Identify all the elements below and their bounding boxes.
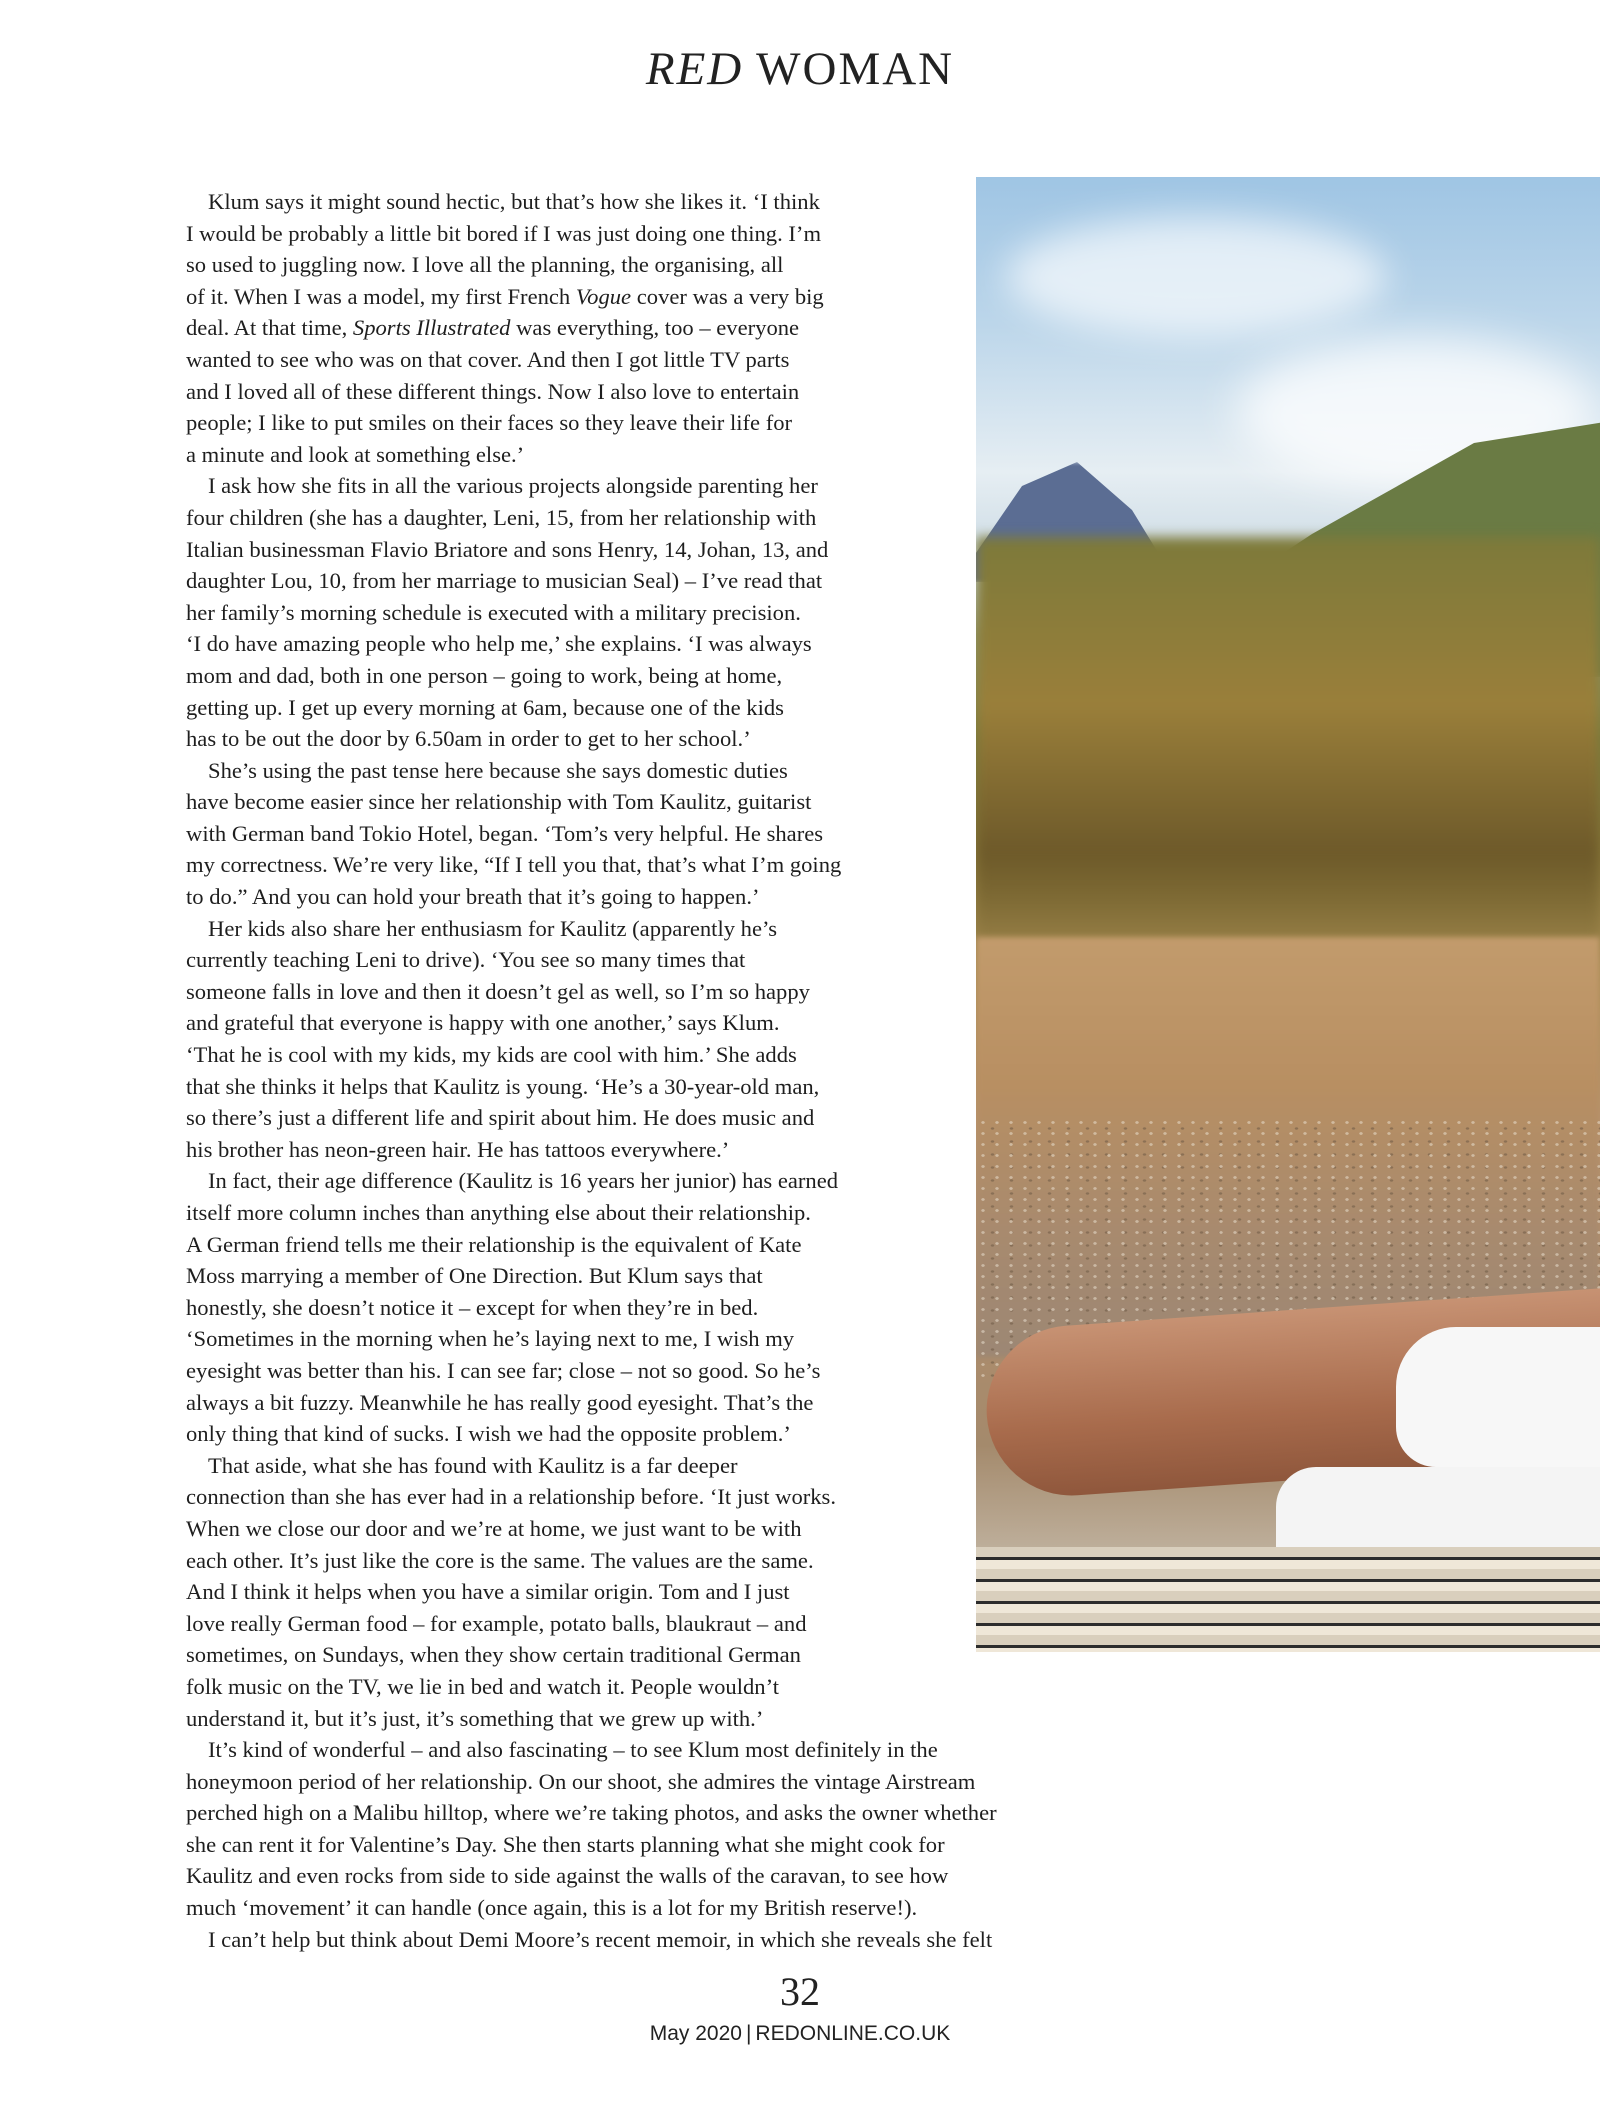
text-run: four children (she has a daughter, Leni, 15, from her relationship with <box>186 504 817 530</box>
article-line <box>186 723 1090 755</box>
article-line <box>186 470 1090 502</box>
text-run: deal. At that time, <box>186 315 353 341</box>
article-paragraph <box>186 755 1090 913</box>
article-line <box>186 1766 1090 1798</box>
website-link[interactable]: REDONLINE.CO.UK <box>755 2022 951 2045</box>
text-run: daughter Lou, 10, from her marriage to musician Seal) – I’ve read that <box>186 568 823 594</box>
text-run: has to be out the door by 6.50am in order to get to her school.’ <box>186 726 751 752</box>
dress-shape <box>1396 1327 1600 1467</box>
article-line <box>186 1924 1090 1956</box>
text-run: currently teaching Leni to drive). ‘You see so many times that <box>186 947 746 973</box>
article-paragraph <box>186 186 1090 470</box>
article-line <box>186 439 1090 471</box>
article-line <box>186 786 1090 818</box>
article-line <box>186 565 1090 597</box>
article-line <box>186 1734 1090 1766</box>
page-number: 32 <box>780 1969 820 2014</box>
text-run: much ‘movement’ it can handle (once again, this is a lot for my British reserve!). <box>186 1895 918 1921</box>
text-run: always a bit fuzzy. Meanwhile he has really good eyesight. That’s the <box>186 1389 814 1415</box>
article-line <box>186 534 1090 566</box>
article-line <box>186 186 1090 218</box>
text-run: wanted to see who was on that cover. And then I got little TV parts <box>186 346 790 372</box>
article-line <box>186 1892 1090 1924</box>
text-run: cover was a very big <box>631 283 824 309</box>
article-paragraph <box>186 1165 1090 1449</box>
text-run: Moss marrying a member of One Direction. But Klum says that <box>186 1263 763 1289</box>
article-line <box>186 1134 1090 1166</box>
article-line <box>186 1860 1090 1892</box>
article-line <box>186 1703 1090 1735</box>
text-run: a minute and look at something else.’ <box>186 441 525 467</box>
article-line <box>186 1797 1090 1829</box>
article-paragraph <box>186 1734 1090 1924</box>
article-line <box>186 1229 1090 1261</box>
page-footer <box>0 2022 1600 2046</box>
text-run: A German friend tells me their relationship is the equivalent of Kate <box>186 1231 802 1257</box>
article-line <box>186 597 1090 629</box>
text-run: eyesight was better than his. I can see far; close – not so good. So he’s <box>186 1357 821 1383</box>
text-run: getting up. I get up every morning at 6am, because one of the kids <box>186 694 784 720</box>
text-run: his brother has neon-green hair. He has tattoos everywhere.’ <box>186 1136 730 1162</box>
italic-title: Vogue <box>575 283 632 309</box>
article-line <box>186 1608 1090 1640</box>
article-line <box>186 1323 1090 1355</box>
article-line <box>186 312 1090 344</box>
text-run: with German band Tokio Hotel, began. ‘Tom’s very helpful. He shares <box>186 820 824 846</box>
text-run: to do.” And you can hold your breath that it’s going to happen.’ <box>186 884 760 910</box>
text-run: each other. It’s just like the core is the same. The values are the same. <box>186 1547 814 1573</box>
article-line <box>186 1007 1090 1039</box>
article-line <box>186 913 1090 945</box>
article-line <box>186 818 1090 850</box>
text-run: only thing that kind of sucks. I wish we had the opposite problem.’ <box>186 1421 791 1447</box>
text-run: mom and dad, both in one person – going to work, being at home, <box>186 662 783 688</box>
article-line <box>186 344 1090 376</box>
italic-title: Sports Illustrated <box>352 315 511 341</box>
text-run: When we close our door and we’re at home, we just want to be with <box>186 1515 802 1541</box>
article-line <box>186 1481 1090 1513</box>
text-run: That aside, what she has found with Kaulitz is a far deeper <box>208 1452 738 1478</box>
article-body <box>186 186 1090 1955</box>
text-run: she can rent it for Valentine’s Day. She then starts planning what she might cook for <box>186 1831 945 1857</box>
article-line <box>186 628 1090 660</box>
article-line <box>186 249 1090 281</box>
magazine-section-header <box>0 42 1600 96</box>
text-run: sometimes, on Sundays, when they show certain traditional German <box>186 1642 801 1668</box>
article-paragraph <box>186 1450 1090 1734</box>
text-run: and I loved all of these different things. Now I also love to entertain <box>186 378 800 404</box>
article-line <box>186 1671 1090 1703</box>
article-line <box>186 1102 1090 1134</box>
article-line <box>186 1355 1090 1387</box>
article-line <box>186 502 1090 534</box>
text-run: itself more column inches than anything else about their relationship. <box>186 1200 811 1225</box>
text-run: folk music on the TV, we lie in bed and watch it. People wouldn’t <box>186 1673 779 1699</box>
text-run: ‘Sometimes in the morning when he’s laying next to me, I wish my <box>186 1326 795 1352</box>
text-run: someone falls in love and then it doesn’t gel as well, so I’m so happy <box>186 978 810 1004</box>
text-run: I ask how she fits in all the various projects alongside parenting her <box>208 473 818 499</box>
article-line <box>186 692 1090 724</box>
article-line <box>186 1418 1090 1450</box>
text-run: Italian businessman Flavio Briatore and sons Henry, 14, Johan, 13, and <box>186 536 829 562</box>
header-woman: WOMAN <box>756 43 955 95</box>
text-run: I would be probably a little bit bored if I was just doing one thing. I’m <box>186 220 822 246</box>
text-run: And I think it helps when you have a similar origin. Tom and I just <box>186 1579 790 1605</box>
article-line <box>186 881 1090 913</box>
text-run: She’s using the past tense here because she says domestic duties <box>208 757 788 783</box>
text-run: perched high on a Malibu hilltop, where we’re taking photos, and asks the owner whether <box>186 1800 997 1826</box>
article-line <box>186 1260 1090 1292</box>
article-line <box>186 1197 1090 1229</box>
text-run: of it. When I was a model, my first French <box>186 283 576 309</box>
text-run: people; I like to put smiles on their faces so they leave their life for <box>186 410 793 436</box>
text-run: so there’s just a different life and spirit about him. He does music and <box>186 1105 815 1131</box>
article-line <box>186 1071 1090 1103</box>
article-line <box>186 407 1090 439</box>
text-run: connection than she has ever had in a relationship before. ‘It just works. <box>186 1484 837 1510</box>
text-run: so used to juggling now. I love all the planning, the organising, all <box>186 252 784 278</box>
article-line <box>186 660 1090 692</box>
text-run: honeymoon period of her relationship. On our shoot, she admires the vintage Airstream <box>186 1768 976 1794</box>
article-line <box>186 1829 1090 1861</box>
text-run: I can’t help but think about Demi Moore’s recent memoir, in which she reveals she felt <box>208 1926 993 1952</box>
article-line <box>186 1639 1090 1671</box>
header-red: RED <box>645 43 744 95</box>
text-run: understand it, but it’s just, it’s something that we grew up with.’ <box>186 1705 764 1731</box>
article-paragraph <box>186 470 1090 754</box>
article-line <box>186 1545 1090 1577</box>
article-line <box>186 1039 1090 1071</box>
footer-separator: | <box>745 2022 752 2045</box>
article-line <box>186 976 1090 1008</box>
article-line <box>186 1292 1090 1324</box>
article-line <box>186 755 1090 787</box>
text-run: and grateful that everyone is happy with one another,’ says Klum. <box>186 1010 780 1036</box>
text-run: Kaulitz and even rocks from side to side against the walls of the caravan, to see how <box>186 1863 949 1889</box>
text-run: It’s kind of wonderful – and also fascinating – to see Klum most definitely in the <box>208 1737 938 1763</box>
article-line <box>186 1165 1090 1197</box>
article-line <box>186 218 1090 250</box>
issue-date: May 2020 <box>649 2022 742 2045</box>
text-run: honestly, she doesn’t notice it – except for when they’re in bed. <box>186 1294 759 1320</box>
article-line <box>186 1576 1090 1608</box>
text-run: that she thinks it helps that Kaulitz is young. ‘He’s a 30-year-old man, <box>186 1073 820 1099</box>
article-line <box>186 944 1090 976</box>
article-line <box>186 376 1090 408</box>
article-paragraph <box>186 913 1090 1166</box>
article-paragraph <box>186 1924 1090 1956</box>
article-line <box>186 1513 1090 1545</box>
article-line <box>186 1387 1090 1419</box>
text-run: Klum says it might sound hectic, but that’s how she likes it. ‘I think <box>208 189 820 214</box>
text-run: love really German food – for example, potato balls, blaukraut – and <box>186 1610 807 1636</box>
text-run: my correctness. We’re very like, “If I tell you that, that’s what I’m going <box>186 852 842 878</box>
article-line <box>186 281 1090 313</box>
text-run: ‘That he is cool with my kids, my kids are cool with him.’ She adds <box>186 1042 797 1068</box>
text-run: Her kids also share her enthusiasm for Kaulitz (apparently he’s <box>208 915 778 941</box>
text-run: In fact, their age difference (Kaulitz is 16 years her junior) has earned <box>208 1168 839 1194</box>
text-run: ‘I do have amazing people who help me,’ she explains. ‘I was always <box>186 631 812 657</box>
text-run: have become easier since her relationship with Tom Kaulitz, guitarist <box>186 789 812 815</box>
text-run: her family’s morning schedule is executed with a military precision. <box>186 599 801 625</box>
article-line <box>186 849 1090 881</box>
article-line <box>186 1450 1090 1482</box>
text-run: was everything, too – everyone <box>510 315 800 341</box>
